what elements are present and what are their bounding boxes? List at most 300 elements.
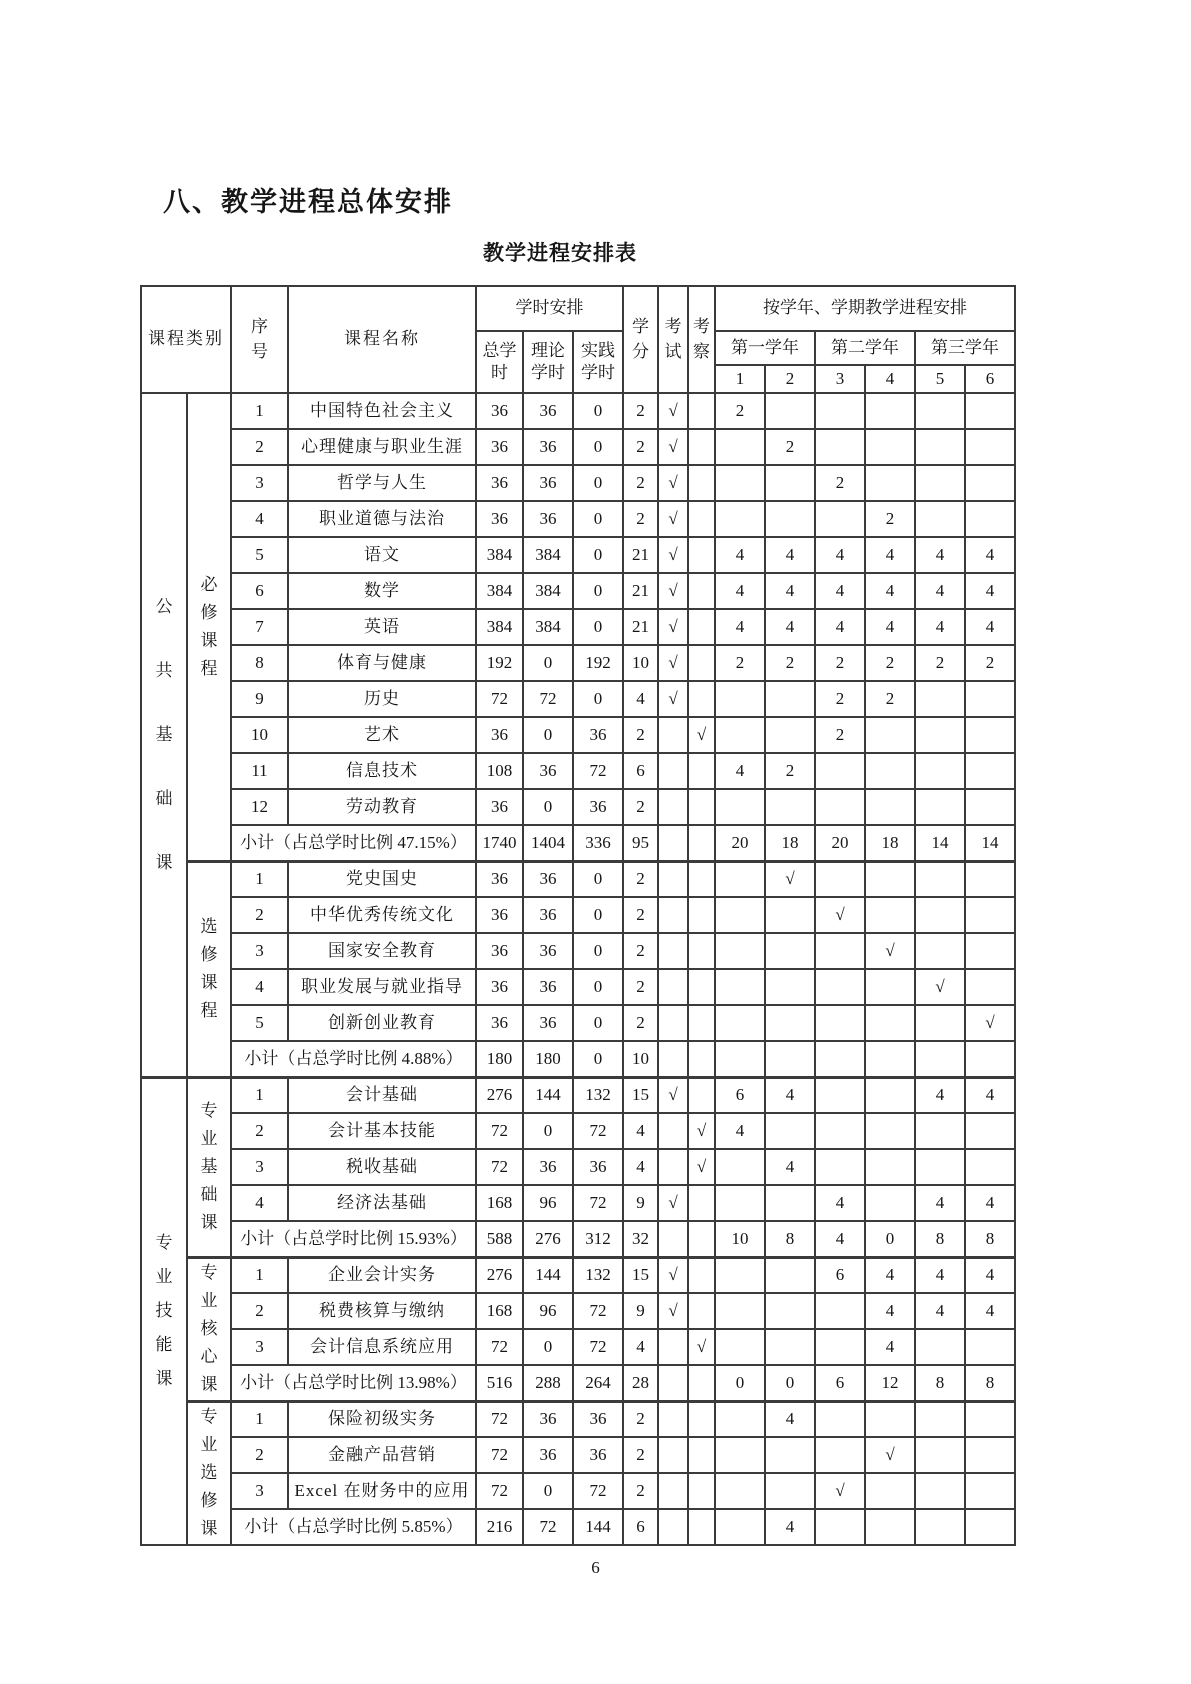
header-year-2: 第二学年 (815, 331, 915, 365)
seq-cell: 4 (231, 1185, 288, 1221)
total-hours-cell: 192 (476, 645, 523, 681)
semester-cell (865, 1473, 915, 1509)
semester-cell (915, 681, 965, 717)
semester-cell (915, 789, 965, 825)
semester-cell (815, 393, 865, 429)
practice-hours-cell: 0 (573, 609, 623, 645)
assess-mark-cell (688, 1401, 715, 1437)
practice-hours-cell: 0 (573, 537, 623, 573)
course-row (141, 465, 1015, 501)
semester-cell (915, 933, 965, 969)
header-semester-5: 5 (915, 365, 965, 393)
assess-mark-cell (688, 897, 715, 933)
semester-cell (865, 969, 915, 1005)
credits-cell: 28 (623, 1365, 658, 1401)
assess-mark-cell: √ (688, 1149, 715, 1185)
semester-cell: 4 (965, 1185, 1015, 1221)
course-row (141, 789, 1015, 825)
semester-cell (865, 1509, 915, 1545)
semester-cell (915, 465, 965, 501)
semester-cell (715, 1329, 765, 1365)
theory-hours-cell: 0 (523, 645, 573, 681)
practice-hours-cell: 0 (573, 501, 623, 537)
semester-cell: 2 (965, 645, 1015, 681)
theory-hours-cell: 96 (523, 1293, 573, 1329)
semester-cell: 8 (915, 1365, 965, 1401)
semester-cell: 4 (965, 1293, 1015, 1329)
course-name-cell: 中国特色社会主义 (288, 393, 476, 429)
total-hours-cell: 72 (476, 1437, 523, 1473)
table-title: 教学进程安排表 (483, 242, 637, 265)
assess-mark-cell: √ (688, 1329, 715, 1365)
semester-cell (715, 897, 765, 933)
seq-cell: 5 (231, 1005, 288, 1041)
course-name-cell: 国家安全教育 (288, 933, 476, 969)
total-hours-cell: 36 (476, 897, 523, 933)
theory-hours-cell: 36 (523, 861, 573, 897)
semester-cell: 14 (965, 825, 1015, 861)
semester-cell: 4 (715, 573, 765, 609)
semester-cell (915, 1401, 965, 1437)
theory-hours-cell: 36 (523, 753, 573, 789)
theory-hours-cell: 36 (523, 1437, 573, 1473)
semester-cell (815, 1041, 865, 1077)
assess-mark-cell (688, 501, 715, 537)
semester-cell (965, 1509, 1015, 1545)
semester-cell: 6 (715, 1077, 765, 1113)
credits-cell: 2 (623, 1401, 658, 1437)
course-row (141, 753, 1015, 789)
semester-cell (765, 969, 815, 1005)
assess-mark-cell (688, 681, 715, 717)
semester-cell (765, 1041, 815, 1077)
semester-cell: 4 (765, 1401, 815, 1437)
seq-cell: 1 (231, 861, 288, 897)
credits-cell: 2 (623, 501, 658, 537)
header-semester-4: 4 (865, 365, 915, 393)
header-credits-label: 学分 (632, 316, 650, 361)
seq-cell: 3 (231, 1473, 288, 1509)
practice-hours-cell: 72 (573, 753, 623, 789)
semester-cell: 14 (915, 825, 965, 861)
header-assess (688, 286, 715, 393)
course-name-cell: 职业发展与就业指导 (288, 969, 476, 1005)
semester-cell (965, 1113, 1015, 1149)
semester-cell (765, 1257, 815, 1293)
course-row (141, 573, 1015, 609)
assess-mark-cell (688, 645, 715, 681)
subcategory-label (187, 1401, 231, 1545)
course-name-cell: 保险初级实务 (288, 1401, 476, 1437)
theory-hours-cell: 180 (523, 1041, 573, 1077)
semester-cell (915, 717, 965, 753)
credits-cell: 4 (623, 681, 658, 717)
semester-cell: 2 (865, 501, 915, 537)
subcategory-label (187, 1077, 231, 1257)
semester-cell: 2 (815, 645, 865, 681)
theory-hours-cell: 384 (523, 609, 573, 645)
header-semester-3: 3 (815, 365, 865, 393)
course-name-cell: 体育与健康 (288, 645, 476, 681)
course-row (141, 1185, 1015, 1221)
practice-hours-cell: 36 (573, 1149, 623, 1185)
practice-hours-cell: 72 (573, 1329, 623, 1365)
assess-mark-cell (688, 1509, 715, 1545)
practice-hours-cell: 0 (573, 681, 623, 717)
total-hours-cell: 36 (476, 789, 523, 825)
semester-cell (715, 1401, 765, 1437)
theory-hours-cell: 72 (523, 1509, 573, 1545)
semester-cell: 4 (765, 1149, 815, 1185)
assess-mark-cell (688, 861, 715, 897)
seq-cell: 4 (231, 969, 288, 1005)
assess-mark-cell (688, 465, 715, 501)
subtotal-label-cell: 小计（占总学时比例 47.15%） (231, 825, 476, 861)
semester-cell (965, 717, 1015, 753)
semester-cell (965, 1437, 1015, 1473)
course-row (141, 1401, 1015, 1437)
total-hours-cell: 384 (476, 609, 523, 645)
exam-mark-cell (658, 933, 688, 969)
semester-cell: 2 (765, 645, 815, 681)
header-course-category: 课程类别 (141, 286, 231, 393)
header-theory-hours: 理论学时 (523, 331, 573, 393)
semester-cell: 4 (965, 1077, 1015, 1113)
total-hours-cell: 72 (476, 1329, 523, 1365)
practice-hours-cell: 0 (573, 969, 623, 1005)
semester-cell: 4 (815, 537, 865, 573)
credits-cell: 2 (623, 465, 658, 501)
semester-cell (865, 753, 915, 789)
course-name-cell: 哲学与人生 (288, 465, 476, 501)
semester-cell: 4 (915, 609, 965, 645)
semester-cell (915, 897, 965, 933)
semester-cell (815, 1293, 865, 1329)
course-name-cell: 信息技术 (288, 753, 476, 789)
course-name-cell: 金融产品营销 (288, 1437, 476, 1473)
header-assess-label: 考察 (693, 316, 711, 361)
course-row (141, 1257, 1015, 1293)
page-title: 八、教学进程总体安排 (163, 187, 453, 217)
exam-mark-cell: √ (658, 573, 688, 609)
semester-cell (965, 1041, 1015, 1077)
subcategory-label-text: 专业选修课 (200, 1407, 218, 1539)
seq-cell: 3 (231, 465, 288, 501)
course-row (141, 681, 1015, 717)
semester-cell: 4 (715, 609, 765, 645)
semester-cell: 4 (865, 1293, 915, 1329)
course-name-cell: 会计基础 (288, 1077, 476, 1113)
theory-hours-cell: 36 (523, 1149, 573, 1185)
total-hours-cell: 36 (476, 393, 523, 429)
practice-hours-cell: 72 (573, 1293, 623, 1329)
course-name-cell: 历史 (288, 681, 476, 717)
total-hours-cell: 516 (476, 1365, 523, 1401)
practice-hours-cell: 0 (573, 1005, 623, 1041)
assess-mark-cell: √ (688, 717, 715, 753)
subtotal-label-cell: 小计（占总学时比例 13.98%） (231, 1365, 476, 1401)
credits-cell: 2 (623, 393, 658, 429)
semester-cell: 2 (765, 753, 815, 789)
theory-hours-cell: 36 (523, 465, 573, 501)
semester-cell (965, 465, 1015, 501)
seq-cell: 6 (231, 573, 288, 609)
semester-cell (715, 1437, 765, 1473)
semester-cell (965, 393, 1015, 429)
seq-cell: 3 (231, 1149, 288, 1185)
semester-cell (765, 501, 815, 537)
semester-cell: 8 (915, 1221, 965, 1257)
semester-cell: 4 (915, 1257, 965, 1293)
semester-cell (815, 1113, 865, 1149)
semester-cell: 4 (965, 1257, 1015, 1293)
theory-hours-cell: 36 (523, 501, 573, 537)
credits-cell: 2 (623, 1437, 658, 1473)
header-seq (231, 286, 288, 393)
category-label (141, 393, 187, 1077)
credits-cell: 15 (623, 1257, 658, 1293)
assess-mark-cell (688, 429, 715, 465)
semester-cell: 6 (815, 1257, 865, 1293)
semester-cell (815, 789, 865, 825)
credits-cell: 9 (623, 1185, 658, 1221)
semester-cell: 0 (865, 1221, 915, 1257)
assess-mark-cell: √ (688, 1113, 715, 1149)
semester-cell: 18 (765, 825, 815, 861)
total-hours-cell: 588 (476, 1221, 523, 1257)
subcategory-label-text: 选修课程 (200, 917, 218, 1020)
total-hours-cell: 108 (476, 753, 523, 789)
exam-mark-cell (658, 897, 688, 933)
credits-cell: 10 (623, 1041, 658, 1077)
semester-cell (865, 1077, 915, 1113)
semester-cell (865, 717, 915, 753)
semester-cell: 4 (915, 1293, 965, 1329)
course-name-cell: 经济法基础 (288, 1185, 476, 1221)
total-hours-cell: 72 (476, 1473, 523, 1509)
semester-cell (965, 933, 1015, 969)
semester-cell (915, 393, 965, 429)
course-name-cell: 中华优秀传统文化 (288, 897, 476, 933)
semester-cell (865, 1113, 915, 1149)
practice-hours-cell: 336 (573, 825, 623, 861)
seq-cell: 2 (231, 1437, 288, 1473)
total-hours-cell: 72 (476, 681, 523, 717)
credits-cell: 6 (623, 753, 658, 789)
assess-mark-cell (688, 1185, 715, 1221)
semester-cell (715, 429, 765, 465)
seq-cell: 9 (231, 681, 288, 717)
exam-mark-cell (658, 789, 688, 825)
header-exam (658, 286, 688, 393)
course-row (141, 861, 1015, 897)
course-row (141, 537, 1015, 573)
course-name-cell: 英语 (288, 609, 476, 645)
theory-hours-cell: 36 (523, 933, 573, 969)
practice-hours-cell: 36 (573, 789, 623, 825)
semester-cell (815, 1329, 865, 1365)
exam-mark-cell (658, 1005, 688, 1041)
total-hours-cell: 72 (476, 1149, 523, 1185)
credits-cell: 4 (623, 1329, 658, 1365)
semester-cell: 4 (765, 1077, 815, 1113)
credits-cell: 4 (623, 1113, 658, 1149)
semester-cell: 12 (865, 1365, 915, 1401)
semester-cell: 2 (815, 681, 865, 717)
exam-mark-cell: √ (658, 393, 688, 429)
page-number: 6 (591, 1558, 600, 1577)
semester-cell (715, 1005, 765, 1041)
semester-cell: √ (865, 933, 915, 969)
exam-mark-cell (658, 1221, 688, 1257)
course-row (141, 501, 1015, 537)
semester-cell (715, 717, 765, 753)
semester-cell (765, 465, 815, 501)
category-label-text: 专业技能课 (155, 1233, 173, 1389)
semester-cell: 4 (765, 573, 815, 609)
semester-cell (965, 969, 1015, 1005)
assess-mark-cell (688, 1041, 715, 1077)
assess-mark-cell (688, 969, 715, 1005)
theory-hours-cell: 384 (523, 573, 573, 609)
practice-hours-cell: 0 (573, 1041, 623, 1077)
semester-cell (765, 897, 815, 933)
assess-mark-cell (688, 1473, 715, 1509)
semester-cell (865, 789, 915, 825)
semester-cell (915, 501, 965, 537)
semester-cell: 4 (815, 1221, 865, 1257)
semester-cell: 4 (865, 609, 915, 645)
credits-cell: 2 (623, 861, 658, 897)
total-hours-cell: 36 (476, 465, 523, 501)
total-hours-cell: 180 (476, 1041, 523, 1077)
subtotal-row (141, 1041, 1015, 1077)
semester-cell (915, 1149, 965, 1185)
practice-hours-cell: 72 (573, 1185, 623, 1221)
semester-cell (765, 1185, 815, 1221)
semester-cell: 4 (965, 609, 1015, 645)
semester-cell (765, 1437, 815, 1473)
theory-hours-cell: 0 (523, 1113, 573, 1149)
theory-hours-cell: 0 (523, 1329, 573, 1365)
seq-cell: 1 (231, 1401, 288, 1437)
course-row (141, 1329, 1015, 1365)
semester-cell (815, 1077, 865, 1113)
total-hours-cell: 72 (476, 1401, 523, 1437)
semester-cell (715, 933, 765, 969)
credits-cell: 2 (623, 933, 658, 969)
total-hours-cell: 36 (476, 429, 523, 465)
credits-cell: 2 (623, 789, 658, 825)
exam-mark-cell (658, 1113, 688, 1149)
header-semester-1: 1 (715, 365, 765, 393)
semester-cell (815, 501, 865, 537)
semester-cell (915, 1005, 965, 1041)
practice-hours-cell: 72 (573, 1473, 623, 1509)
exam-mark-cell (658, 1473, 688, 1509)
practice-hours-cell: 132 (573, 1257, 623, 1293)
assess-mark-cell (688, 1221, 715, 1257)
course-name-cell: 职业道德与法治 (288, 501, 476, 537)
semester-cell: √ (765, 861, 815, 897)
semester-cell (915, 429, 965, 465)
practice-hours-cell: 0 (573, 897, 623, 933)
course-row (141, 1149, 1015, 1185)
semester-cell: 4 (915, 1185, 965, 1221)
practice-hours-cell: 192 (573, 645, 623, 681)
semester-cell: 4 (715, 1113, 765, 1149)
theory-hours-cell: 144 (523, 1257, 573, 1293)
theory-hours-cell: 36 (523, 429, 573, 465)
exam-mark-cell: √ (658, 1185, 688, 1221)
total-hours-cell: 36 (476, 1005, 523, 1041)
exam-mark-cell (658, 825, 688, 861)
practice-hours-cell: 36 (573, 1401, 623, 1437)
semester-cell: 2 (715, 393, 765, 429)
semester-cell (915, 753, 965, 789)
credits-cell: 21 (623, 609, 658, 645)
seq-cell: 3 (231, 933, 288, 969)
theory-hours-cell: 1404 (523, 825, 573, 861)
subtotal-row (141, 1509, 1015, 1545)
header-hours-group: 学时安排 (476, 286, 623, 331)
semester-cell (715, 1509, 765, 1545)
semester-cell: 20 (715, 825, 765, 861)
semester-cell: 2 (815, 465, 865, 501)
total-hours-cell: 36 (476, 933, 523, 969)
practice-hours-cell: 132 (573, 1077, 623, 1113)
assess-mark-cell (688, 1365, 715, 1401)
exam-mark-cell: √ (658, 1293, 688, 1329)
semester-cell (865, 1401, 915, 1437)
semester-cell (715, 969, 765, 1005)
semester-cell (715, 1041, 765, 1077)
course-row (141, 897, 1015, 933)
semester-cell (715, 1293, 765, 1329)
semester-cell (865, 1005, 915, 1041)
semester-cell (915, 1437, 965, 1473)
semester-cell (765, 1113, 815, 1149)
practice-hours-cell: 0 (573, 429, 623, 465)
seq-cell: 2 (231, 1113, 288, 1149)
credits-cell: 2 (623, 1473, 658, 1509)
schedule-table-body (141, 393, 1015, 1545)
course-name-cell: 创新创业教育 (288, 1005, 476, 1041)
credits-cell: 9 (623, 1293, 658, 1329)
exam-mark-cell: √ (658, 537, 688, 573)
semester-cell (815, 969, 865, 1005)
seq-cell: 11 (231, 753, 288, 789)
semester-cell (815, 1149, 865, 1185)
exam-mark-cell (658, 969, 688, 1005)
semester-cell (965, 753, 1015, 789)
semester-cell: 4 (865, 1329, 915, 1365)
subcategory-label (187, 1257, 231, 1401)
credits-cell: 2 (623, 897, 658, 933)
subtotal-label-cell: 小计（占总学时比例 15.93%） (231, 1221, 476, 1257)
course-name-cell: 心理健康与职业生涯 (288, 429, 476, 465)
course-name-cell: 语文 (288, 537, 476, 573)
semester-cell: 4 (815, 573, 865, 609)
semester-cell (765, 681, 815, 717)
semester-cell (815, 1437, 865, 1473)
header-total-hours: 总学时 (476, 331, 523, 393)
header-year-3: 第三学年 (915, 331, 1015, 365)
semester-cell (915, 1041, 965, 1077)
header-semester-2: 2 (765, 365, 815, 393)
course-row (141, 969, 1015, 1005)
semester-cell (865, 1149, 915, 1185)
